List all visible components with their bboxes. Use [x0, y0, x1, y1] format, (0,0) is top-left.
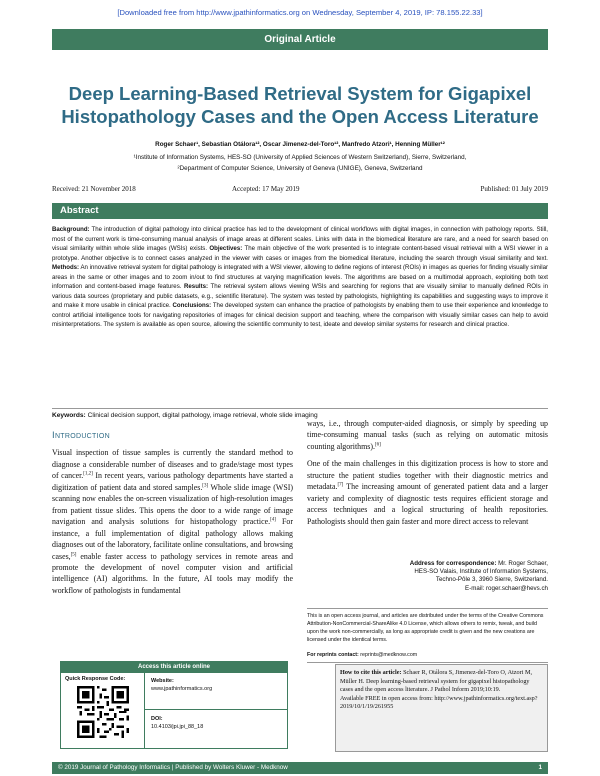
article-type-bar: Original Article: [52, 29, 548, 50]
abstract-results: The retrieval system allows viewing WSIs and searching for regions that are visually similar to manually defined ROIs in various data sources (proprietary and public datasets, e.g., scientific literature). The system was tested by pathologists, highlighting its capabilities and suggesting ways to improve it and make it more usable in clinical practice.: [52, 283, 549, 310]
abstract-background: The introduction of digital pathology into clinical practice has led to the development of clinical workflows with digital images, in connection with pathology reports. Still, most of the current work is time-consuming manual analysis of image areas at different scales. Links with data in the biomedical literature are rare, and a need for search based on visual similarity within whole slide images (WSIs) exists.: [52, 226, 548, 253]
page-number: 1: [538, 764, 542, 771]
access-online-box: [60, 661, 288, 749]
abstract-background-label: Background:: [52, 226, 90, 233]
qr-label: Quick Response Code:: [65, 676, 126, 682]
correspondence-line: HES-SO Valais, Institute of Information Systems,: [414, 568, 548, 576]
abstract-methods: An innovative retrieval system for digital pathology is integrated with a WSI viewer, allowing to define regions of interest (ROIs) in images as queries for finding visually similar areas in the same or other images and to zoom in/out to find structures at varying magnification levels. The algorithms are based on a multimodal approach, exploiting both text information and content-based image features.: [52, 264, 549, 291]
date-accepted: Accepted: 17 May 2019: [232, 185, 300, 193]
intro-paragraph-cont: ways, i.e., through computer-aided diagnosis, or simply by speeding up time-consuming manual tasks (such as relying on automatic mitosis counting algorithms).[6]: [307, 419, 548, 451]
cite-label: How to cite this article:: [340, 669, 402, 676]
author-list: Roger Schaer¹, Sebastian Otálora¹², Oscar Jimenez-del-Toro¹², Manfredo Atzori¹, Henning Müller¹²: [155, 141, 445, 148]
license-statement: This is an open access journal, and articles are distributed under the terms of the Creative Commons Attribution-NonCommercial-ShareAlike 4.0 License, which allows others to remix, tweak, and build upon the work non-commercially, as long as appropriate credit is given and the new creations are licensed under the identical terms.: [307, 608, 548, 644]
download-banner: [Downloaded free from http://www.jpathinformatics.org on Wednesday, September 4, 2019, IP: 78.155.22.33]: [117, 8, 483, 17]
keywords-divider: [52, 408, 548, 409]
qr-panel: [61, 673, 145, 749]
article-title: Deep Learning-Based Retrieval System for Gigapixel Histopathology Cases and the Open Access Literature: [61, 83, 539, 127]
date-received: Received: 21 November 2018: [52, 185, 136, 193]
abstract-conclusions-label: Conclusions:: [172, 302, 212, 310]
citation-ref[interactable]: [6]: [374, 442, 381, 448]
doi-block: [151, 715, 203, 731]
abstract-objectives-label: Objectives:: [209, 245, 243, 253]
abstract-body: [52, 225, 548, 330]
cite-text: Schaer R, Otálora S, Jimenez-del-Toro O, Atzori M, Müller H. Deep learning-based retrieval system for gigapixel histopathology cases and the open access literature. J Pathol Inform 2019;10:19.: [340, 669, 533, 694]
citation-ref[interactable]: [5]: [70, 551, 77, 557]
abstract-methods-label: Methods:: [52, 264, 80, 272]
page-footer: [52, 762, 548, 774]
access-divider: [145, 709, 287, 710]
reprints-email[interactable]: reprints@medknow.com: [360, 652, 418, 658]
website-link[interactable]: www.jpathinformatics.org: [151, 686, 213, 692]
reprints-contact: [307, 652, 548, 663]
correspondence-label: Address for correspondence:: [409, 560, 497, 567]
cite-availability[interactable]: Available FREE in open access from: http://www.jpathinformatics.org/text.asp?2019/10/1/19/261955: [340, 694, 538, 711]
affiliation-2: ²Department of Computer Science, University of Geneva (UNIGE), Geneva, Switzerland: [177, 165, 423, 172]
intro-paragraph-2: One of the main challenges in this digitization process is how to store and structure the patient studies together with their diagnostic metrics and metadata.[7] The increasing amount of generated patient data and a larger variety and complexity of diagnostic tests requires efficient storage and access techniques and a logical structuring of health repositories. Pathologists should then gain faster and more direct access to relevant: [307, 459, 548, 526]
intro-paragraph-1: Visual inspection of tissue samples is currently the standard method to diagnose a considerable number of diseases and to grade/stage most types of cancer.[1,2] In recent years, various pathology departments have started a digitization of patient data and stored samples.[3] Whole slide image (WSI) scanning now enables the on-screen visualization of high-resolution images from patient tissue slides. This opens the door to a wide range of image navigation and analysis solutions for histopathology practice.[4] For instance, a full implementation of digital pathology allows making diagnoses out of the laboratory, facilitate online consultations, and browsing cases,[5] enable faster access to pathology services in remote areas and promote the development of novel computer vision and artificial intelligence (AI) algorithms. In the future, AI tools may modify the workflow of pathologists in fundamental: [52, 448, 293, 595]
keywords-text: Clinical decision support, digital pathology, image retrieval, whole slide imaging: [87, 412, 318, 419]
article-dates: [52, 185, 548, 197]
footer-text: © 2019 Journal of Pathology Informatics | Published by Wolters Kluwer - Medknow: [58, 764, 288, 771]
abstract-results-label: Results:: [184, 283, 209, 291]
intro-heading: Introduction: [52, 430, 110, 441]
abstract-heading: Abstract: [52, 203, 548, 219]
access-info-panel: [145, 673, 287, 749]
citation-ref[interactable]: [7]: [337, 482, 344, 488]
doi-label: DOI:: [151, 716, 163, 722]
citation-ref[interactable]: [4]: [270, 517, 276, 523]
correspondence-name: Mr. Roger Schaer,: [498, 560, 548, 567]
date-published: Published: 01 July 2019: [480, 185, 548, 193]
correspondence-address: [390, 560, 548, 593]
abstract-objectives: The main objective of the work presented is to integrate content-based visual retrieval with a WSI viewer in a prototype. Another objective is to connect cases analyzed in the viewer with cases or images from the biomedical literature, including the search through visual similarity and text.: [52, 245, 548, 262]
doi-link[interactable]: 10.4103/jpi.jpi_88_18: [151, 724, 204, 730]
correspondence-line: Techno-Pôle 3, 3960 Sierre, Switzerland.: [435, 576, 548, 584]
website-block: [151, 677, 212, 693]
qr-code-icon[interactable]: [77, 686, 129, 738]
citation-ref[interactable]: [3]: [202, 483, 209, 489]
intro-right-column: [307, 418, 548, 527]
access-heading: Access this article online: [61, 662, 287, 673]
citation-ref[interactable]: [1,2]: [83, 471, 93, 477]
reprints-label: For reprints contact:: [307, 652, 359, 658]
keywords-label: Keywords:: [52, 412, 86, 419]
affiliation-1: ¹Institute of Information Systems, HES-SO (University of Applied Sciences of Western Switzerland), Sierre, Switzerland,: [133, 154, 467, 161]
correspondence-email[interactable]: E-mail: roger.schaer@hevs.ch: [465, 584, 548, 592]
intro-left-column: [52, 430, 293, 596]
abstract-conclusions: The developed system can enhance the practice of pathologists by enabling them to use their experience and knowledge to control artificial intelligence tools for navigating repositories of images for clinical decision support and teaching, where the comparison with visually similar cases can help to avoid misinterpretations. The system is available as open source, allowing the scientific community to test, ideate and develop similar systems for research and clinical practice.: [52, 302, 548, 329]
website-label: Website:: [151, 678, 174, 684]
how-to-cite-box: [335, 664, 548, 752]
